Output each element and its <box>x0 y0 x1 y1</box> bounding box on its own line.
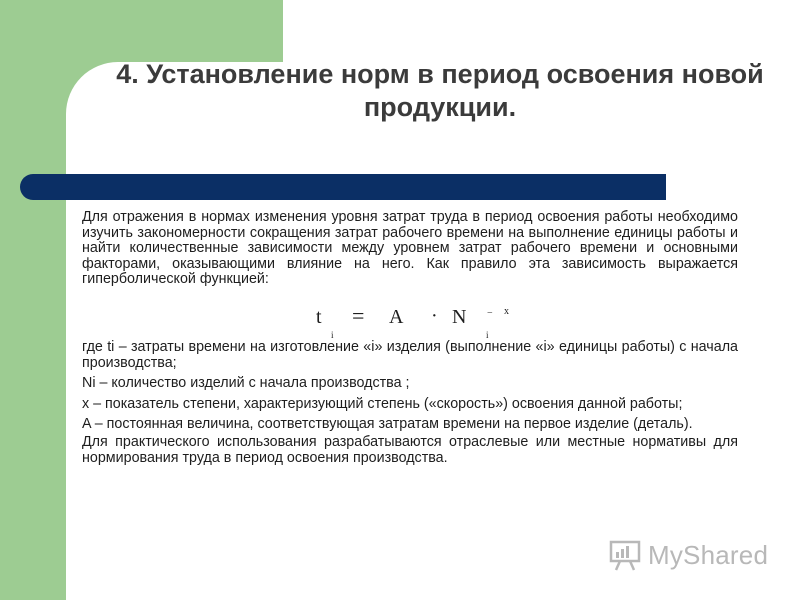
intro-paragraph: Для отражения в нормах изменения уровня затрат труда в период освоения работы необходимо изучить закономерности сокращения затрат рабочего времени на выполнение единицы работы и найти количественные зависимости между уровнем затрат рабочего времени и основными факторами, оказывающими влияние на него. Как правило эта зависимость выражается гиперболической функцией: <box>82 209 738 288</box>
formula-subscript-i-2: i <box>486 329 489 340</box>
formula-exponent-x: x <box>504 305 509 317</box>
slide-title: 4. Установление норм в период освоения новой продукции. <box>116 59 764 122</box>
definition-ni: Ni – количество изделий с начала производства ; <box>82 375 410 392</box>
definition-ti: где ti – затраты времени на изготовление «i» изделия (выполнение «i» единицы работы) с начала производства; <box>82 338 738 371</box>
formula-equals: = <box>352 302 365 328</box>
title-divider-bar <box>20 174 666 200</box>
formula-A: A <box>389 305 404 328</box>
conclusion-paragraph: Для практического использования разрабатываются отраслевые или местные нормативы для нормирования труда в период освоения производства. <box>82 433 738 466</box>
formula-dot: · <box>431 304 438 327</box>
watermark-text: MyShared <box>648 539 769 570</box>
formula-exponent-minus: − <box>487 307 493 319</box>
definition-a: A – постоянная величина, соответствующая затратам времени на первое изделие (деталь). <box>82 416 693 433</box>
myshared-watermark <box>608 537 768 573</box>
presentation-board-icon <box>608 538 642 572</box>
hyperbolic-formula <box>82 288 738 340</box>
formula-subscript-i: i <box>331 329 334 340</box>
formula-N: N <box>452 305 467 328</box>
slide-body <box>82 210 738 466</box>
definition-x: x – показатель степени, характеризующий степень («скорость») освоения данной работы; <box>82 395 683 412</box>
formula-t: t <box>316 305 322 328</box>
